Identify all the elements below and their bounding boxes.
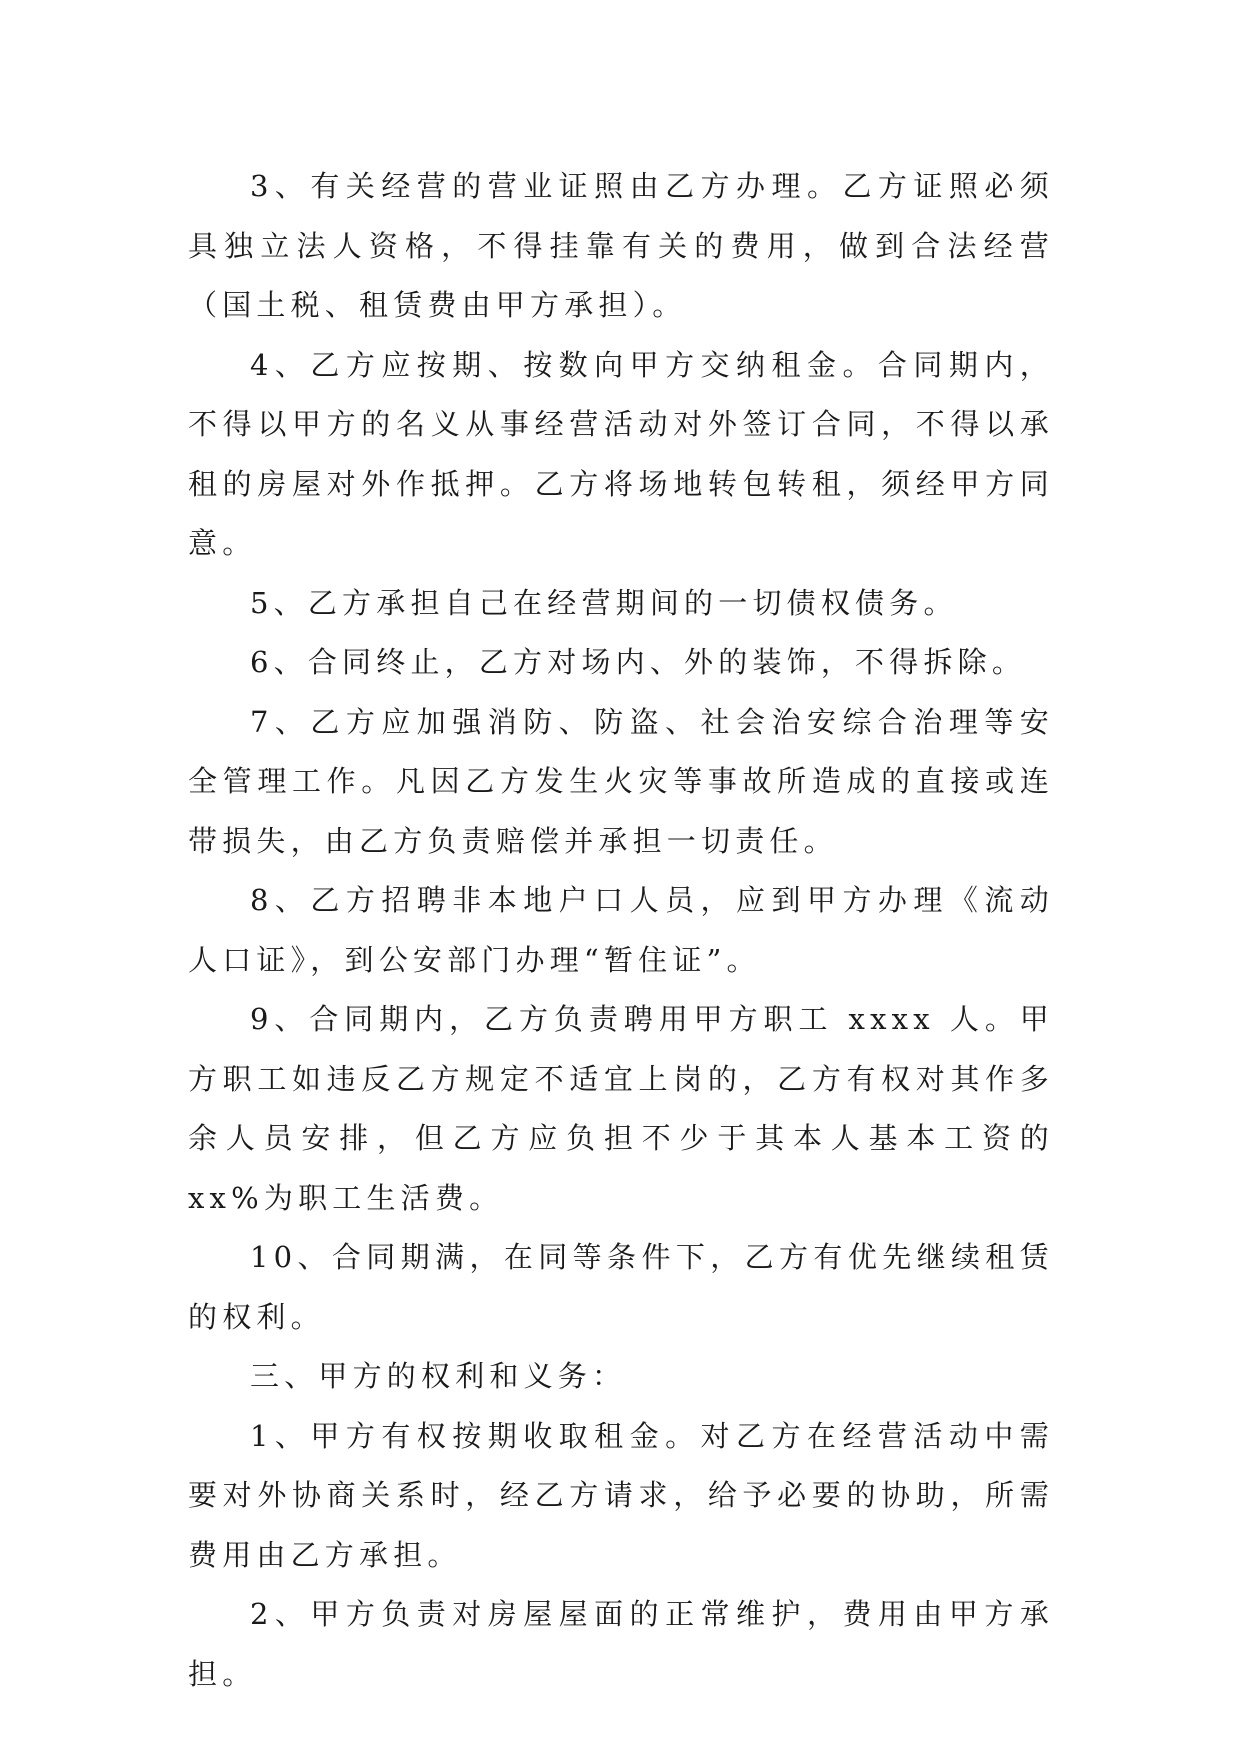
clause-8-paragraph: 8、乙方招聘非本地户口人员，应到甲方办理《流动人口证》，到公安部门办理“暂住证”。 <box>188 883 1054 977</box>
clause-9-paragraph: 9、合同期内，乙方负责聘用甲方职工 xxxx 人。甲方职工如违反乙方规定不适宜上岗的，乙方有权对其作多余人员安排，但乙方应负担不少于其本人基本工资的 xx%为职工生活费。 <box>188 1002 1054 1215</box>
section-heading: 三、甲方的权利和义务： <box>250 1359 627 1393</box>
clause-10-paragraph: 10、合同期满，在同等条件下，乙方有优先继续租赁的权利。 <box>188 1240 1054 1334</box>
clause-5-paragraph: 5、乙方承担自己在经营期间的一切债权债务。 <box>250 585 958 620</box>
party-a-clause-1-paragraph: 1、甲方有权按期收取租金。对乙方在经营活动中需要对外协商关系时，经乙方请求，给予必要的协助，所需费用由乙方承担。 <box>188 1418 1054 1572</box>
document-body <box>188 157 1054 1704</box>
clause-4-paragraph: 4、乙方应按期、按数向甲方交纳租金。合同期内，不得以甲方的名义从事经营活动对外签订合同，不得以承租的房屋对外作抵押。乙方将场地转包转租，须经甲方同意。 <box>188 347 1054 560</box>
clause-3-paragraph: 3、有关经营的营业证照由乙方办理。乙方证照必须具独立法人资格，不得挂靠有关的费用，做到合法经营（国土税、租赁费由甲方承担）。 <box>188 169 1054 322</box>
clause-7-paragraph: 7、乙方应加强消防、防盗、社会治安综合治理等安全管理工作。凡因乙方发生火灾等事故所造成的直接或连带损失，由乙方负责赔偿并承担一切责任。 <box>188 704 1054 858</box>
clause-6-paragraph: 6、合同终止，乙方对场内、外的装饰，不得拆除。 <box>250 645 1027 679</box>
party-a-clause-2-paragraph: 2、甲方负责对房屋屋面的正常维护，费用由甲方承担。 <box>188 1597 1054 1691</box>
